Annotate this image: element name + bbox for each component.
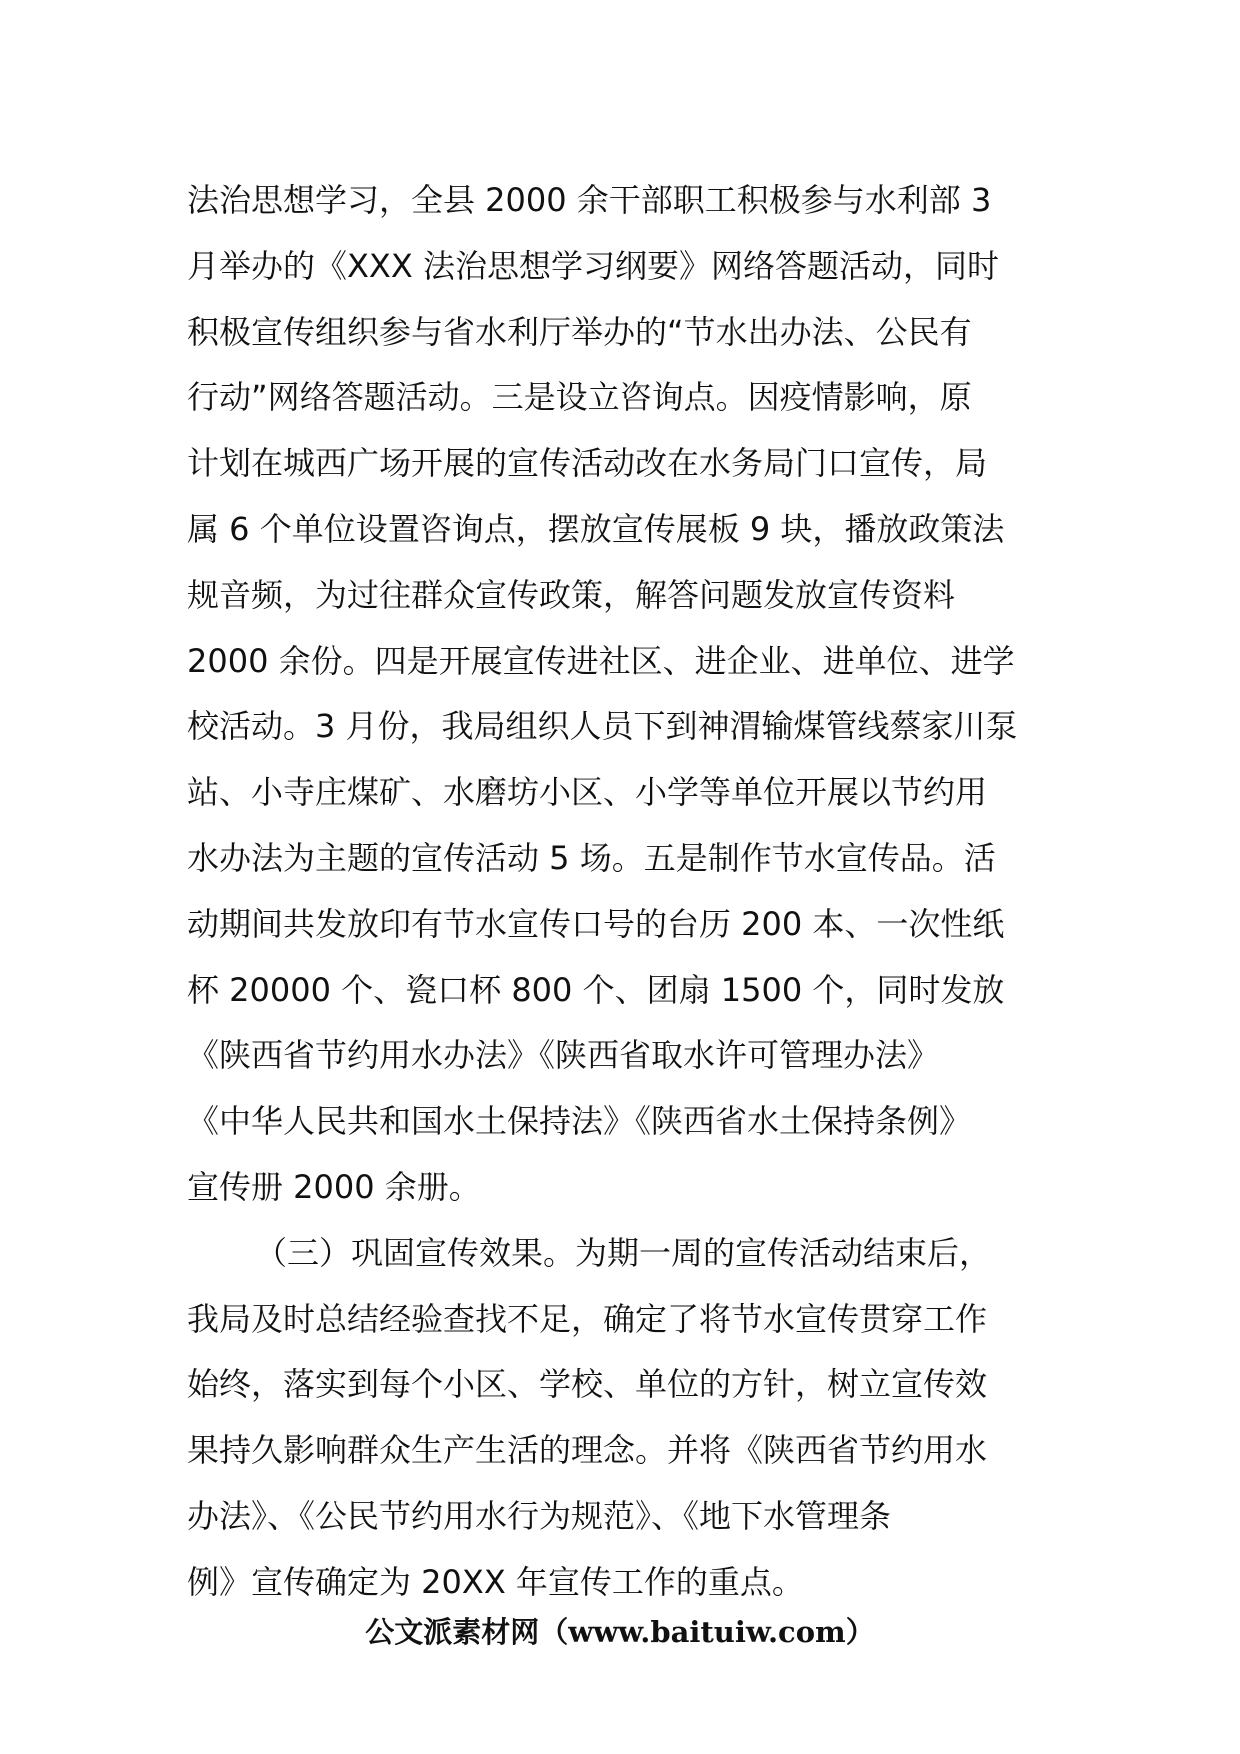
text-line: 杯 20000 个、瓷口杯 800 个、团扇 1500 个，同时发放 [187, 970, 1005, 1009]
text-line: 水办法为主题的宣传活动 5 场。五是制作节水宣传品。活 [187, 838, 996, 877]
text-line: 计划在城西广场开展的宣传活动改在水务局门口宣传，局 [187, 444, 988, 483]
text-line: 2000 余份。四是开展宣传进社区、进企业、进单位、进学 [187, 641, 1015, 680]
text-line: 规音频，为过往群众宣传政策，解答问题发放宣传资料 [187, 575, 956, 614]
text-line: 《中华人民共和国水土保持法》《陕西省水土保持条例》 [187, 1102, 972, 1141]
text-line: 始终，落实到每个小区、学校、单位的方针，树立宣传效 [187, 1365, 988, 1404]
text-line: 校活动。3 月份，我局组织人员下到神渭输煤管线蔡家川泵 [187, 707, 1018, 746]
text-line: 站、小寺庄煤矿、水磨坊小区、小学等单位开展以节约用 [187, 773, 988, 812]
text-line: 月举办的《XXX 法治思想学习纲要》网络答题活动，同时 [187, 246, 999, 285]
paragraph-1 [187, 168, 1055, 1221]
text-line: 例》宣传确定为 20XX 年宣传工作的重点。 [187, 1562, 804, 1601]
text-line: 宣传册 2000 余册。 [187, 1167, 481, 1206]
text-line: 动期间共发放印有节水宣传口号的台历 200 本、一次性纸 [187, 904, 1005, 943]
text-line: 行动”网络答题活动。三是设立咨询点。因疫情影响，原 [187, 378, 972, 417]
footer-source-line: 公文派素材网（www.baituiw.com） [365, 1615, 875, 1649]
text-line: 法治思想学习，全县 2000 余干部职工积极参与水利部 3 [187, 181, 992, 219]
text-line: 属 6 个单位设置咨询点，摆放宣传展板 9 块，播放政策法 [187, 509, 1005, 548]
text-line: 积极宣传组织参与省水利厅举办的“节水出办法、公民有 [187, 312, 972, 351]
document-body [187, 168, 1055, 1616]
paragraph-2 [187, 1221, 1055, 1616]
text-line: 果持久影响群众生产生活的理念。并将《陕西省节约用水 [187, 1431, 988, 1470]
text-line: 办法》、《公民节约用水行为规范》、《地下水管理条 [187, 1496, 892, 1535]
text-line: （三）巩固宣传效果。为期一周的宣传活动结束后， [255, 1233, 992, 1272]
text-line: 《陕西省节约用水办法》《陕西省取水许可管理办法》 [187, 1036, 940, 1075]
text-line: 我局及时总结经验查找不足，确定了将节水宣传贯穿工作 [187, 1299, 988, 1338]
